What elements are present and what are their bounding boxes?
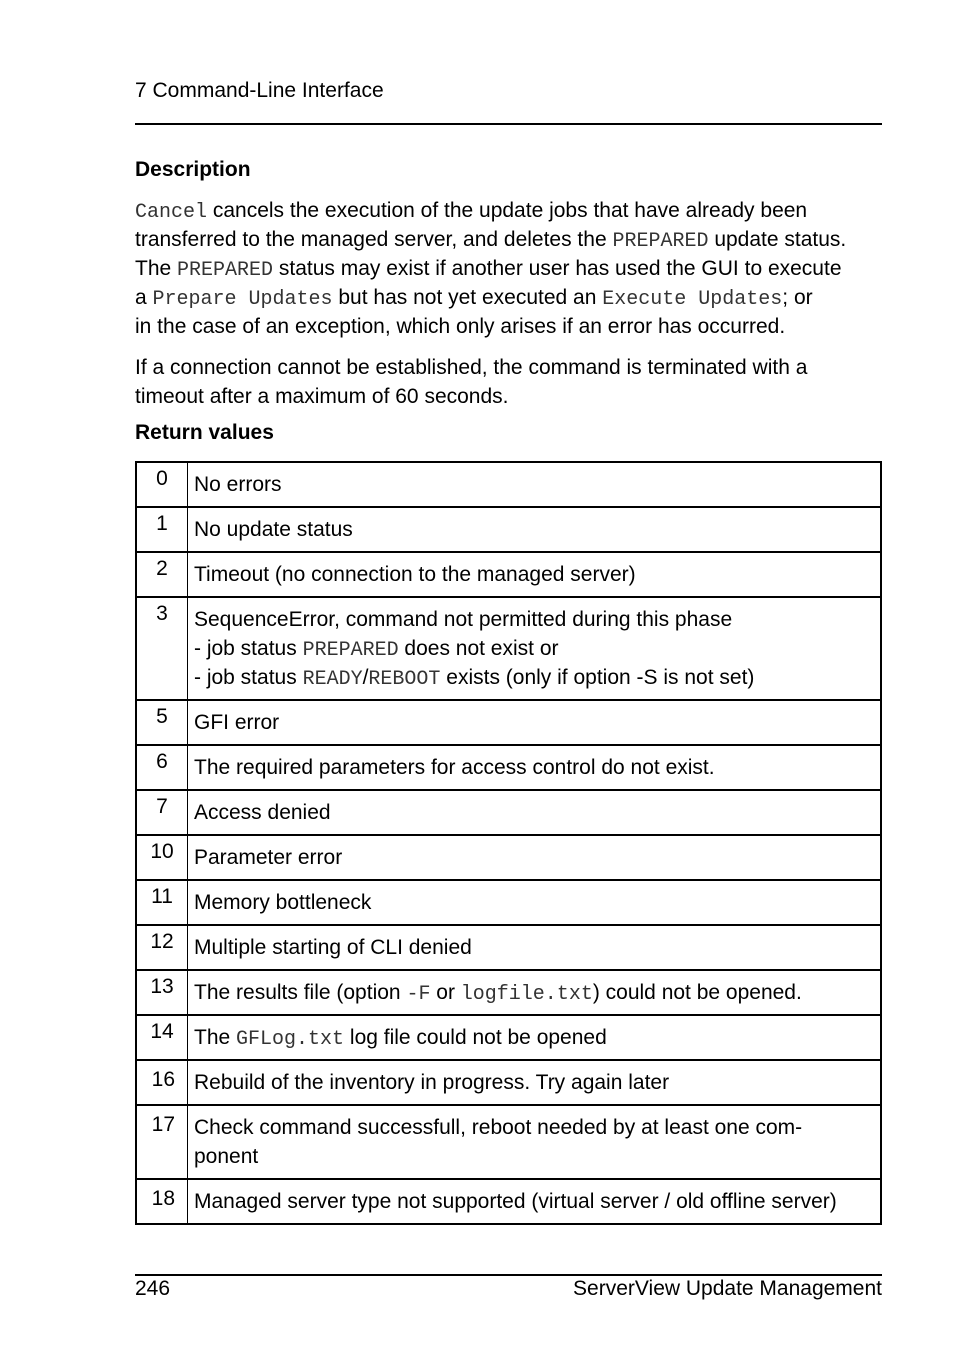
description-heading: Description bbox=[135, 158, 251, 181]
code-term: PREPARED bbox=[612, 230, 709, 253]
text-line bbox=[135, 382, 885, 411]
return-code: 0 bbox=[136, 462, 188, 507]
return-description bbox=[188, 507, 882, 552]
header-divider bbox=[135, 123, 882, 125]
text-run: ) could not be opened. bbox=[592, 981, 802, 1004]
return-description bbox=[188, 1015, 882, 1060]
code-term: Cancel bbox=[135, 201, 208, 224]
code-term: Execute Updates bbox=[602, 288, 783, 311]
return-code: 7 bbox=[136, 790, 188, 835]
return-code: 11 bbox=[136, 880, 188, 925]
text-line bbox=[194, 663, 874, 692]
text-run: status may exist if another user has used the GUI to execute bbox=[273, 257, 842, 280]
code-term: PREPARED bbox=[177, 259, 274, 282]
text-run: Check command successfull, reboot needed by at least one com- bbox=[194, 1116, 803, 1139]
code-term: PREPARED bbox=[302, 639, 399, 662]
text-line bbox=[135, 254, 885, 283]
footer-divider bbox=[135, 1274, 882, 1276]
text-line bbox=[194, 708, 874, 737]
return-description bbox=[188, 790, 882, 835]
return-description bbox=[188, 745, 882, 790]
text-run: in the case of an exception, which only arises if an error has occurred. bbox=[135, 315, 786, 338]
text-run: Timeout (no connection to the managed server) bbox=[194, 563, 636, 586]
table-row bbox=[136, 552, 881, 597]
text-run: cancels the execution of the update jobs that have already been bbox=[207, 199, 808, 222]
return-description bbox=[188, 835, 882, 880]
text-run: The required parameters for access control do not exist. bbox=[194, 756, 715, 779]
text-line bbox=[135, 196, 885, 225]
return-code: 13 bbox=[136, 970, 188, 1015]
text-line bbox=[135, 312, 885, 341]
return-code: 16 bbox=[136, 1060, 188, 1105]
return-description bbox=[188, 1105, 882, 1179]
text-run: - job status bbox=[194, 637, 303, 660]
text-line bbox=[194, 798, 874, 827]
return-code: 5 bbox=[136, 700, 188, 745]
timeout-paragraph bbox=[135, 353, 885, 411]
text-run: Parameter error bbox=[194, 846, 343, 869]
text-run: GFI error bbox=[194, 711, 280, 734]
return-code: 2 bbox=[136, 552, 188, 597]
text-line bbox=[194, 978, 874, 1007]
text-run: The bbox=[194, 1026, 237, 1049]
text-run: Rebuild of the inventory in progress. Try again later bbox=[194, 1071, 670, 1094]
return-description bbox=[188, 1060, 882, 1105]
text-run: Multiple starting of CLI denied bbox=[194, 936, 472, 959]
text-run: but has not yet executed an bbox=[332, 286, 603, 309]
return-code: 17 bbox=[136, 1105, 188, 1179]
return-code: 3 bbox=[136, 597, 188, 700]
text-line bbox=[194, 1142, 874, 1171]
text-line bbox=[194, 470, 874, 499]
chapter-header: 7 Command-Line Interface bbox=[135, 79, 384, 102]
text-line bbox=[135, 283, 885, 312]
table-row bbox=[136, 462, 881, 507]
code-term: logfile.txt bbox=[460, 983, 593, 1006]
text-run: If a connection cannot be established, the command is terminated with a bbox=[135, 356, 808, 379]
return-code: 1 bbox=[136, 507, 188, 552]
table-row bbox=[136, 700, 881, 745]
return-code: 14 bbox=[136, 1015, 188, 1060]
table-row bbox=[136, 507, 881, 552]
text-line bbox=[194, 753, 874, 782]
text-run: SequenceError, command not permitted during this phase bbox=[194, 608, 733, 631]
return-code: 6 bbox=[136, 745, 188, 790]
text-run: ponent bbox=[194, 1145, 259, 1168]
return-description bbox=[188, 970, 882, 1015]
text-run: a bbox=[135, 286, 153, 309]
return-code: 10 bbox=[136, 835, 188, 880]
table-row bbox=[136, 970, 881, 1015]
code-term: Prepare Updates bbox=[152, 288, 333, 311]
code-term: GFLog.txt bbox=[236, 1028, 345, 1051]
table-row bbox=[136, 925, 881, 970]
text-line bbox=[194, 1068, 874, 1097]
return-description bbox=[188, 880, 882, 925]
table-row bbox=[136, 1105, 881, 1179]
return-code: 12 bbox=[136, 925, 188, 970]
description-paragraph bbox=[135, 196, 885, 341]
text-run: - job status bbox=[194, 666, 303, 689]
text-line bbox=[194, 605, 874, 634]
text-line bbox=[135, 225, 885, 254]
table-row bbox=[136, 880, 881, 925]
text-line bbox=[194, 634, 874, 663]
code-term: REBOOT bbox=[368, 668, 441, 691]
text-line bbox=[194, 560, 874, 589]
text-run: Memory bottleneck bbox=[194, 891, 372, 914]
text-run: exists (only if option -S is not set) bbox=[440, 666, 755, 689]
return-description bbox=[188, 597, 882, 700]
return-description bbox=[188, 552, 882, 597]
text-line bbox=[194, 1113, 874, 1142]
table-row bbox=[136, 1060, 881, 1105]
table-row bbox=[136, 597, 881, 700]
page-number: 246 bbox=[135, 1277, 171, 1300]
text-run: or bbox=[430, 981, 461, 1004]
text-run: ; or bbox=[782, 286, 813, 309]
text-run: timeout after a maximum of 60 seconds. bbox=[135, 385, 509, 408]
text-run: The results file (option bbox=[194, 981, 407, 1004]
table-row bbox=[136, 1015, 881, 1060]
text-line bbox=[194, 515, 874, 544]
return-values-table bbox=[135, 461, 882, 1225]
text-run: The bbox=[135, 257, 178, 280]
book-title: ServerView Update Management bbox=[573, 1277, 882, 1300]
table-row bbox=[136, 745, 881, 790]
text-line bbox=[135, 353, 885, 382]
text-run: transferred to the managed server, and deletes the bbox=[135, 228, 613, 251]
text-run: Managed server type not supported (virtual server / old offline server) bbox=[194, 1190, 837, 1213]
return-values-heading: Return values bbox=[135, 421, 274, 444]
text-line bbox=[194, 1023, 874, 1052]
text-run: No errors bbox=[194, 473, 282, 496]
return-code: 18 bbox=[136, 1179, 188, 1224]
text-run: does not exist or bbox=[398, 637, 559, 660]
text-line bbox=[194, 843, 874, 872]
return-description bbox=[188, 462, 882, 507]
table-row bbox=[136, 1179, 881, 1224]
return-description bbox=[188, 700, 882, 745]
text-line bbox=[194, 1187, 874, 1216]
text-run: log file could not be opened bbox=[344, 1026, 607, 1049]
text-run: Access denied bbox=[194, 801, 331, 824]
text-run: / bbox=[362, 666, 369, 689]
return-description bbox=[188, 1179, 882, 1224]
text-run: No update status bbox=[194, 518, 353, 541]
text-run: update status. bbox=[708, 228, 847, 251]
text-line bbox=[194, 888, 874, 917]
code-term: READY bbox=[302, 668, 363, 691]
table-row bbox=[136, 835, 881, 880]
code-term: -F bbox=[406, 983, 431, 1006]
text-line bbox=[194, 933, 874, 962]
return-description bbox=[188, 925, 882, 970]
table-row bbox=[136, 790, 881, 835]
